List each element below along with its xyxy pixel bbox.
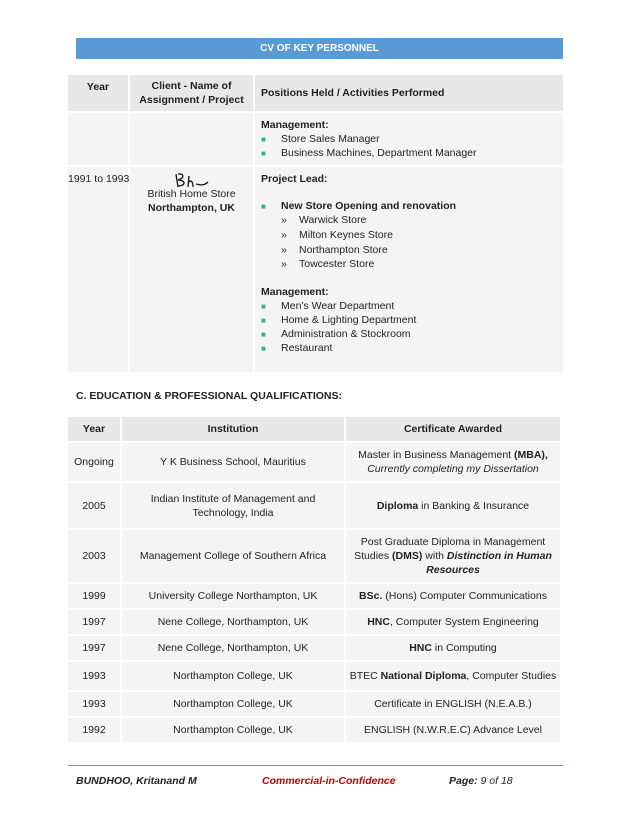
edu-certificate — [346, 636, 560, 660]
edu-cert-line — [352, 535, 554, 577]
footer-author: BUNDHOO, Kritanand M — [76, 775, 197, 787]
project-lead-heading: Project Lead: — [261, 173, 328, 185]
header-year-label: Year — [86, 81, 110, 93]
footer-page-value: 9 of 18 — [477, 775, 513, 787]
mgmt-item — [261, 300, 394, 312]
row1-item-text: Business Machines, Department Manager — [281, 147, 477, 159]
section-banner: CV OF KEY PERSONNEL — [76, 38, 563, 59]
project-lead-text: New Store Opening and renovation — [281, 200, 457, 212]
edu-certificate — [346, 662, 560, 690]
edu-certificate — [346, 610, 560, 634]
edu-certificate — [346, 584, 560, 608]
edu-cert-text: with — [422, 550, 447, 562]
mgmt-text: Administration & Stockroom — [281, 328, 411, 340]
edu-cert-line — [377, 499, 529, 513]
row2-client-location: Northampton, UK — [148, 202, 235, 214]
bullet-icon: ■ — [261, 149, 266, 158]
edu-cert-bold: HNC — [409, 642, 432, 654]
edu-year: 1993 — [68, 662, 120, 690]
row1-year-cell — [68, 113, 128, 165]
edu-year: 1997 — [68, 610, 120, 634]
edu-cert-text: Master in Business Management — [358, 449, 514, 461]
header-client — [130, 75, 253, 111]
row2-year-cell — [68, 167, 128, 372]
edu-year: 1997 — [68, 636, 120, 660]
edu-header-year: Year — [68, 417, 120, 441]
mgmt-text: Men's Wear Department — [281, 300, 395, 312]
project-lead-item — [261, 200, 456, 212]
double-chevron-icon: » — [281, 214, 287, 226]
bullet-icon: ■ — [261, 202, 266, 211]
mgmt-item — [261, 342, 332, 354]
footer-confidentiality: Commercial-in-Confidence — [262, 775, 396, 787]
edu-year: 1992 — [68, 718, 120, 742]
signature-icon — [172, 170, 212, 190]
row1-client-cell — [130, 113, 253, 165]
bullet-icon: ■ — [261, 330, 266, 339]
header-positions-label: Positions Held / Activities Performed — [261, 87, 445, 99]
edu-institution: Northampton College, UK — [122, 692, 344, 716]
edu-year: 1999 — [68, 584, 120, 608]
store-item — [281, 229, 393, 241]
edu-cert-bold: HNC — [367, 616, 390, 628]
edu-certificate — [346, 483, 560, 528]
double-chevron-icon: » — [281, 244, 287, 256]
store-text: Warwick Store — [299, 214, 367, 226]
store-item — [281, 258, 374, 270]
store-item — [281, 244, 388, 256]
bullet-icon: ■ — [261, 302, 266, 311]
edu-cert-text: , Computer System Engineering — [389, 616, 539, 628]
edu-cert-bold: (DMS) — [392, 550, 423, 562]
edu-cert-bold-italic: Distinction in Human Resources — [426, 550, 552, 576]
store-text: Northampton Store — [299, 244, 388, 256]
edu-cert-bold: (MBA), — [514, 449, 548, 461]
edu-cert-text: , Computer Studies — [466, 670, 557, 682]
edu-certificate: Certificate in ENGLISH (N.E.A.B.) — [346, 692, 560, 716]
mgmt-text: Restaurant — [281, 342, 333, 354]
edu-institution: Northampton College, UK — [122, 662, 344, 690]
footer-divider — [68, 765, 563, 766]
header-year — [68, 75, 128, 111]
edu-cert-line — [409, 641, 497, 655]
mgmt-item — [261, 314, 416, 326]
edu-institution: University College Northampton, UK — [122, 584, 344, 608]
edu-institution: Y K Business School, Mauritius — [122, 443, 344, 481]
edu-cert-text: in Computing — [431, 642, 497, 654]
edu-cert-line1 — [358, 448, 548, 462]
store-text: Towcester Store — [299, 258, 375, 270]
edu-institution: Indian Institute of Management and Technology, India — [122, 483, 344, 528]
mgmt-item — [261, 328, 411, 340]
edu-institution: Nene College, Northampton, UK — [122, 610, 344, 634]
row1-item-text: Store Sales Manager — [281, 133, 380, 145]
bullet-icon: ■ — [261, 135, 266, 144]
edu-year: 2003 — [68, 530, 120, 582]
edu-cert-text: BTEC — [349, 670, 381, 682]
edu-header-certificate: Certificate Awarded — [346, 417, 560, 441]
edu-cert-text: (Hons) Computer Communications — [382, 590, 547, 602]
edu-institution: Management College of Southern Africa — [122, 530, 344, 582]
edu-year: 1993 — [68, 692, 120, 716]
store-item — [281, 214, 366, 226]
edu-certificate: ENGLISH (N.W.R.E.C) Advance Level — [346, 718, 560, 742]
education-section-title: C. EDUCATION & PROFESSIONAL QUALIFICATIONS: — [76, 390, 343, 402]
edu-cert-text: Post Graduate Diploma in Management Studies — [354, 536, 546, 562]
bullet-icon: ■ — [261, 316, 266, 325]
edu-certificate — [346, 443, 560, 481]
row1-item — [261, 147, 477, 159]
header-positions — [255, 75, 563, 111]
edu-certificate — [346, 530, 560, 582]
edu-cert-line — [359, 589, 547, 603]
header-client-label: Client - Name of Assignment / Project — [139, 80, 244, 106]
edu-cert-italic: Currently completing my Dissertation — [367, 463, 539, 475]
edu-year: 2005 — [68, 483, 120, 528]
row2-year: 1991 to 1993 — [68, 173, 130, 185]
edu-cert-text: in Banking & Insurance — [418, 499, 530, 512]
edu-year: Ongoing — [68, 443, 120, 481]
edu-cert-bold: BSc. — [359, 590, 383, 602]
edu-cert-bold: National Diploma — [380, 670, 467, 682]
double-chevron-icon: » — [281, 258, 287, 270]
row1-management-heading: Management: — [261, 119, 329, 131]
edu-institution: Nene College, Northampton, UK — [122, 636, 344, 660]
edu-header-institution: Institution — [122, 417, 344, 441]
edu-institution: Northampton College, UK — [122, 718, 344, 742]
row2-client-name: British Home Store — [147, 188, 236, 200]
double-chevron-icon: » — [281, 229, 287, 241]
row1-item — [261, 133, 380, 145]
bullet-icon: ■ — [261, 344, 266, 353]
edu-cert-line — [350, 669, 557, 683]
footer-page — [449, 775, 513, 787]
row2-management-heading: Management: — [261, 286, 329, 298]
mgmt-text: Home & Lighting Department — [281, 314, 417, 326]
edu-cert-bold: Diploma — [376, 499, 419, 512]
store-text: Milton Keynes Store — [299, 229, 393, 241]
footer-page-label: Page: — [449, 775, 478, 787]
edu-cert-line — [367, 615, 539, 629]
